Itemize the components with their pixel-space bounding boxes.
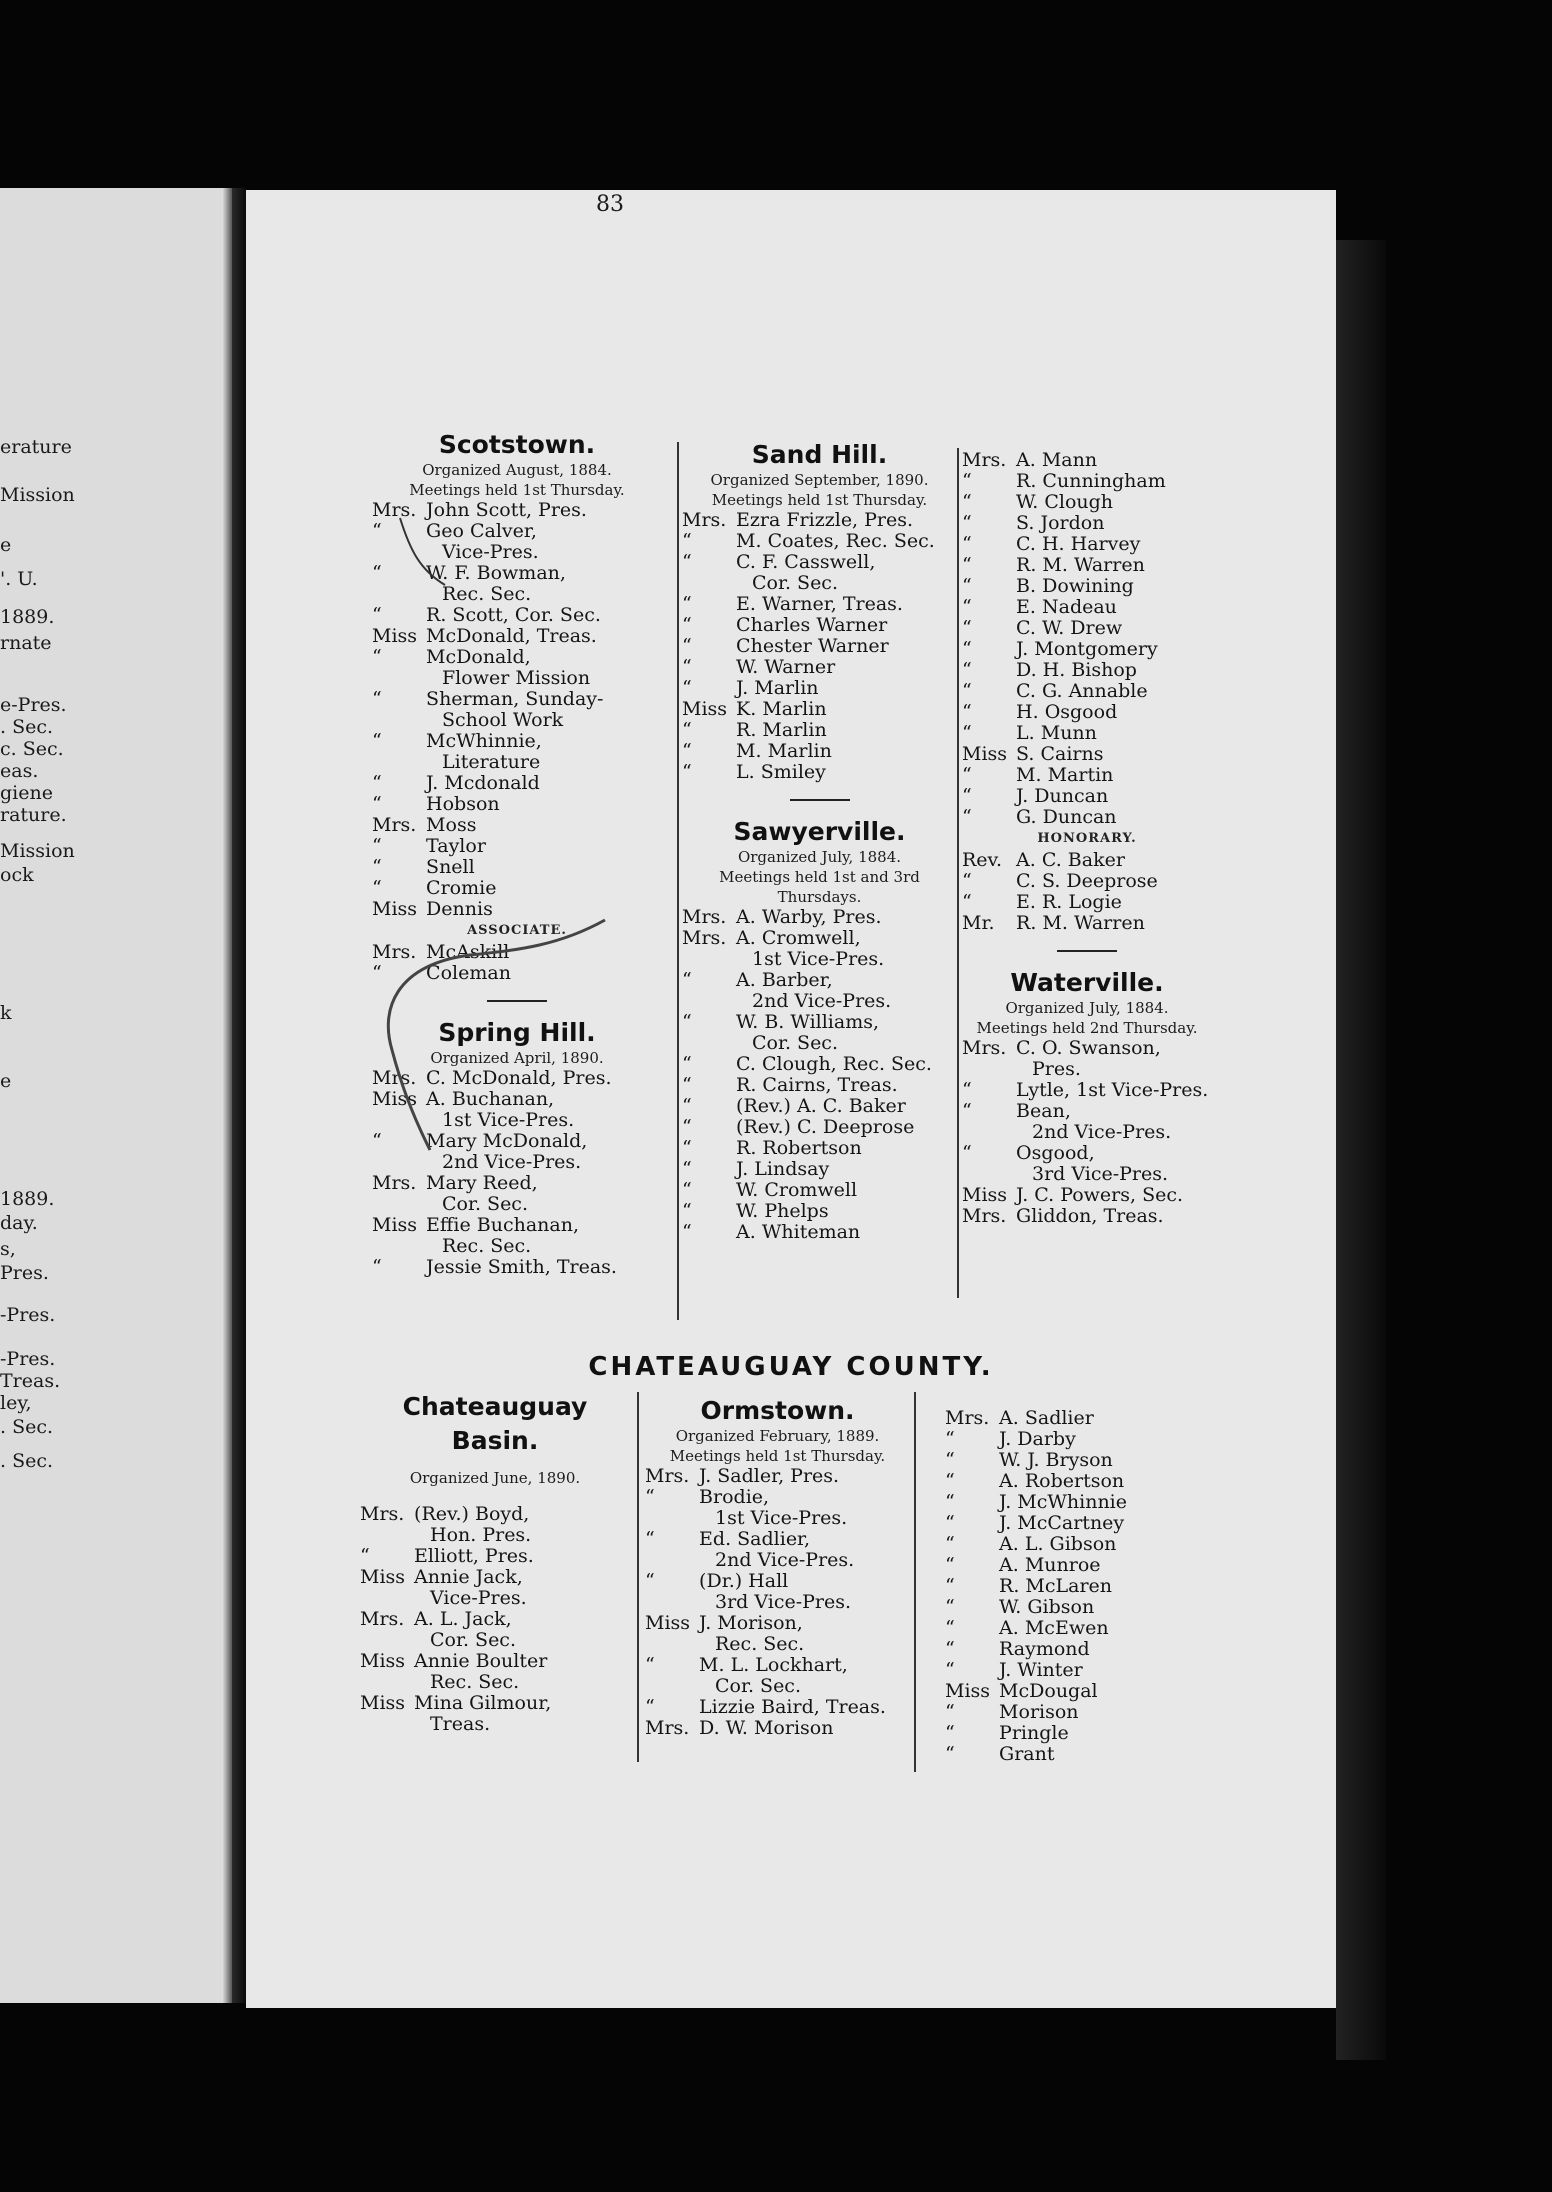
member-name: John Scott, Pres. [426, 499, 587, 521]
name-prefix: “ [645, 1654, 655, 1676]
member-name: R. Cunningham [1016, 470, 1166, 492]
member-name: Ed. Sadlier, [699, 1528, 811, 1550]
member-name: W. F. Bowman, [426, 562, 566, 584]
name-prefix: “ [962, 764, 972, 786]
left-page-fragment: rature. [0, 804, 67, 826]
left-page-fragment: -Pres. [0, 1304, 56, 1326]
left-page-fragment: e [0, 1070, 12, 1092]
member-name: R. Robertson [736, 1137, 862, 1159]
name-prefix: “ [372, 877, 382, 899]
name-prefix: Mrs. [645, 1465, 690, 1487]
left-page-fragment: . Sec. [0, 1416, 54, 1438]
member-name: A. Whiteman [736, 1221, 861, 1243]
office-title: 2nd Vice-Pres. [715, 1549, 855, 1571]
member-name: W. J. Bryson [999, 1449, 1113, 1471]
organized-date: Organized February, 1889. [675, 1427, 880, 1445]
member-name: Sherman, Sunday- [426, 688, 604, 710]
organized-date: Organized August, 1884. [422, 461, 612, 479]
member-name: Lytle, 1st Vice-Pres. [1016, 1079, 1209, 1101]
member-name: Mina Gilmour, [414, 1692, 552, 1714]
name-prefix: “ [372, 520, 382, 542]
member-name: Dennis [426, 898, 493, 920]
name-prefix: “ [682, 1116, 692, 1138]
member-name: L. Munn [1016, 722, 1097, 744]
left-page-fragment: Treas. [0, 1370, 61, 1392]
member-name: C. O. Swanson, [1016, 1037, 1161, 1059]
name-prefix: “ [682, 635, 692, 657]
name-prefix: “ [962, 1100, 972, 1122]
member-name: S. Jordon [1016, 512, 1105, 534]
name-prefix: “ [962, 722, 972, 744]
member-name: C. S. Deeprose [1016, 870, 1158, 892]
member-name: (Rev.) C. Deeprose [736, 1116, 915, 1138]
name-prefix: Mr. [962, 912, 995, 934]
left-page-fragment: . Sec. [0, 716, 54, 738]
meetings-info: Meetings held 2nd Thursday. [976, 1019, 1198, 1037]
member-name: W. Clough [1016, 491, 1114, 513]
left-page-fragment: . Sec. [0, 1450, 54, 1472]
office-title: Cor. Sec. [715, 1675, 801, 1697]
name-prefix: “ [360, 1545, 370, 1567]
member-name: A. Warby, Pres. [736, 906, 882, 928]
member-name: A. Mann [1016, 449, 1098, 471]
name-prefix: “ [645, 1570, 655, 1592]
name-prefix: Miss [645, 1612, 691, 1634]
member-name: J. Sadler, Pres. [699, 1465, 840, 1487]
left-page-fragment: s, [0, 1238, 16, 1260]
member-name: M. Martin [1016, 764, 1114, 786]
section-title-waterville: Waterville. [1010, 968, 1164, 997]
member-name: S. Cairns [1016, 743, 1104, 765]
name-prefix: “ [682, 1200, 692, 1222]
name-prefix: “ [682, 719, 692, 741]
left-page-fragment: eas. [0, 760, 39, 782]
member-name: McAskill [426, 941, 510, 963]
name-prefix: “ [945, 1722, 955, 1744]
name-prefix: “ [372, 1256, 382, 1278]
member-name: McDonald, [426, 646, 531, 668]
office-title: Pres. [1032, 1058, 1081, 1080]
member-name: Elliott, Pres. [414, 1545, 534, 1567]
member-name: Ezra Frizzle, Pres. [736, 509, 914, 531]
member-name: Mary Reed, [426, 1172, 538, 1194]
name-prefix: “ [962, 701, 972, 723]
name-prefix: “ [962, 596, 972, 618]
meetings-info: Meetings held 1st Thursday. [409, 481, 625, 499]
member-name: J. Marlin [736, 677, 819, 699]
member-name: C. W. Drew [1016, 617, 1123, 639]
name-prefix: Mrs. [372, 1067, 417, 1089]
member-name: R. Cairns, Treas. [736, 1074, 898, 1096]
member-name: R. Marlin [736, 719, 827, 741]
name-prefix: “ [945, 1659, 955, 1681]
name-prefix: Mrs. [372, 814, 417, 836]
name-prefix: “ [372, 646, 382, 668]
office-title: 2nd Vice-Pres. [442, 1151, 582, 1173]
member-name: J. Montgomery [1016, 638, 1158, 660]
name-prefix: Mrs. [372, 1172, 417, 1194]
section-title-scotstown: Scotstown. [438, 430, 596, 459]
member-name: M. Marlin [736, 740, 832, 762]
name-prefix: “ [372, 793, 382, 815]
name-prefix: “ [645, 1528, 655, 1550]
name-prefix: “ [372, 962, 382, 984]
member-name: (Dr.) Hall [699, 1570, 789, 1592]
office-title: Rec. Sec. [430, 1671, 520, 1693]
member-name: Coleman [426, 962, 511, 984]
member-name: J. Duncan [1016, 785, 1109, 807]
name-prefix: Miss [360, 1692, 406, 1714]
name-prefix: “ [962, 638, 972, 660]
county-heading: CHATEAUGUAY COUNTY. [588, 1352, 994, 1382]
name-prefix: “ [962, 680, 972, 702]
organized-date: Organized June, 1890. [409, 1469, 581, 1487]
member-name: C. H. Harvey [1016, 533, 1141, 555]
name-prefix: “ [682, 530, 692, 552]
name-prefix: “ [682, 1011, 692, 1033]
organized-date: Organized July, 1884. [737, 848, 902, 866]
meetings-info: Meetings held 1st and 3rd Thursdays. [719, 868, 920, 906]
name-prefix: “ [962, 470, 972, 492]
member-name: J. McWhinnie [999, 1491, 1127, 1513]
name-prefix: Mrs. [682, 509, 727, 531]
name-prefix: “ [962, 659, 972, 681]
member-name: Hobson [426, 793, 500, 815]
meetings-info: Meetings held 1st Thursday. [711, 491, 928, 509]
name-prefix: Miss [372, 1214, 418, 1236]
member-name: Moss [426, 814, 477, 836]
name-prefix: “ [945, 1617, 955, 1639]
office-title: Cor. Sec. [430, 1629, 516, 1651]
organized-date: Organized April, 1890. [430, 1049, 604, 1067]
left-page-fragment: giene [0, 782, 53, 804]
honorary-label: HONORARY. [1037, 831, 1137, 846]
left-page-fragment: 1889. [0, 606, 55, 628]
office-title: Rec. Sec. [715, 1633, 805, 1655]
member-name: M. Coates, Rec. Sec. [736, 530, 935, 552]
name-prefix: “ [962, 575, 972, 597]
office-title: Cor. Sec. [752, 572, 838, 594]
name-prefix: “ [682, 551, 692, 573]
member-name: Geo Calver, [426, 520, 537, 542]
name-prefix: “ [682, 1095, 692, 1117]
member-name: Charles Warner [736, 614, 888, 636]
member-name: D. W. Morison [699, 1717, 834, 1739]
member-name: A. Cromwell, [736, 927, 861, 949]
office-title: Rec. Sec. [442, 1235, 532, 1257]
section-title-ormstown: Ormstown. [700, 1396, 855, 1425]
member-name: C. F. Casswell, [736, 551, 876, 573]
name-prefix: Mrs. [360, 1608, 405, 1630]
office-title: 1st Vice-Pres. [752, 948, 885, 970]
name-prefix: “ [945, 1491, 955, 1513]
name-prefix: “ [372, 772, 382, 794]
name-prefix: “ [962, 512, 972, 534]
left-page-fragment: rnate [0, 632, 52, 654]
member-name: J. Mcdonald [426, 772, 540, 794]
member-name: Effie Buchanan, [426, 1214, 580, 1236]
member-name: A. McEwen [999, 1617, 1109, 1639]
office-title: Cor. Sec. [752, 1032, 838, 1054]
office-title: 1st Vice-Pres. [442, 1109, 575, 1131]
name-prefix: “ [962, 870, 972, 892]
name-prefix: “ [962, 806, 972, 828]
member-name: A. L. Jack, [414, 1608, 512, 1630]
name-prefix: “ [962, 491, 972, 513]
member-name: R. McLaren [999, 1575, 1113, 1597]
name-prefix: “ [372, 562, 382, 584]
member-name: C. Clough, Rec. Sec. [736, 1053, 932, 1075]
name-prefix: Mrs. [682, 906, 727, 928]
name-prefix: “ [682, 1053, 692, 1075]
member-name: R. M. Warren [1016, 554, 1145, 576]
name-prefix: “ [962, 533, 972, 555]
name-prefix: “ [682, 969, 692, 991]
member-name: Morison [999, 1701, 1079, 1723]
name-prefix: “ [372, 730, 382, 752]
member-name: McWhinnie, [426, 730, 542, 752]
member-name: Mary McDonald, [426, 1130, 588, 1152]
member-name: Cromie [426, 877, 497, 899]
name-prefix: “ [645, 1486, 655, 1508]
left-page-fragment: 1889. [0, 1188, 55, 1210]
page-number: 83 [596, 192, 624, 217]
left-page-fragment: ley, [0, 1392, 32, 1414]
name-prefix: “ [682, 1179, 692, 1201]
office-title: Literature [442, 751, 541, 773]
member-name: Taylor [426, 835, 486, 857]
name-prefix: “ [682, 677, 692, 699]
name-prefix: “ [945, 1428, 955, 1450]
left-page-fragment: k [0, 1002, 12, 1024]
member-name: D. H. Bishop [1016, 659, 1137, 681]
name-prefix: “ [962, 891, 972, 913]
member-name: Annie Jack, [414, 1566, 523, 1588]
member-name: Snell [426, 856, 475, 878]
member-name: Brodie, [699, 1486, 770, 1508]
name-prefix: “ [945, 1449, 955, 1471]
member-name: Gliddon, Treas. [1016, 1205, 1164, 1227]
name-prefix: “ [372, 856, 382, 878]
member-name: Chester Warner [736, 635, 889, 657]
name-prefix: “ [682, 1137, 692, 1159]
name-prefix: Miss [962, 1184, 1008, 1206]
name-prefix: Mrs. [360, 1503, 405, 1525]
member-name: A. Munroe [999, 1554, 1101, 1576]
member-name: Lizzie Baird, Treas. [699, 1696, 886, 1718]
office-title: Vice-Pres. [430, 1587, 527, 1609]
member-name: W. Phelps [736, 1200, 829, 1222]
member-name: Bean, [1016, 1100, 1071, 1122]
name-prefix: “ [962, 1079, 972, 1101]
name-prefix: Rev. [962, 849, 1003, 871]
name-prefix: “ [372, 1130, 382, 1152]
member-name: Osgood, [1016, 1142, 1095, 1164]
name-prefix: “ [962, 554, 972, 576]
associate-label: ASSOCIATE. [467, 923, 567, 938]
name-prefix: Mrs. [962, 1205, 1007, 1227]
name-prefix: “ [682, 593, 692, 615]
member-name: H. Osgood [1016, 701, 1118, 723]
member-name: J. McCartney [999, 1512, 1125, 1534]
meetings-info: Meetings held 1st Thursday. [669, 1447, 886, 1465]
member-name: (Rev.) Boyd, [414, 1503, 530, 1525]
left-page-fragment: -Pres. [0, 1348, 56, 1370]
name-prefix: “ [945, 1533, 955, 1555]
member-name: (Rev.) A. C. Baker [736, 1095, 906, 1117]
office-title: Flower Mission [442, 667, 591, 689]
office-title: 2nd Vice-Pres. [1032, 1121, 1172, 1143]
name-prefix: “ [945, 1554, 955, 1576]
office-title: 1st Vice-Pres. [715, 1507, 848, 1529]
member-name: G. Duncan [1016, 806, 1117, 828]
name-prefix: Mrs. [372, 499, 417, 521]
office-title: Treas. [430, 1713, 491, 1735]
member-name: E. Warner, Treas. [736, 593, 903, 615]
name-prefix: Miss [360, 1566, 406, 1588]
left-page-fragment: e-Pres. [0, 694, 67, 716]
member-name: K. Marlin [736, 698, 827, 720]
name-prefix: Mrs. [962, 449, 1007, 471]
name-prefix: Miss [372, 898, 418, 920]
name-prefix: Miss [372, 1088, 418, 1110]
left-page-fragment: c. Sec. [0, 738, 64, 760]
office-title: 3rd Vice-Pres. [1032, 1163, 1169, 1185]
member-name: E. Nadeau [1016, 596, 1117, 618]
member-name: B. Dowining [1016, 575, 1134, 597]
member-name: W. Cromwell [736, 1179, 858, 1201]
member-name: Grant [999, 1743, 1055, 1765]
left-page-fragment: '. U. [0, 568, 38, 590]
member-name: E. R. Logie [1016, 891, 1122, 913]
member-name: McDonald, Treas. [426, 625, 597, 647]
name-prefix: “ [372, 835, 382, 857]
name-prefix: “ [645, 1696, 655, 1718]
member-name: A. L. Gibson [999, 1533, 1117, 1555]
name-prefix: “ [962, 617, 972, 639]
name-prefix: “ [945, 1575, 955, 1597]
left-page-fragment: Mission [0, 484, 75, 506]
office-title: Hon. Pres. [430, 1524, 532, 1546]
member-name: W. Warner [736, 656, 836, 678]
member-name: J. Morison, [699, 1612, 803, 1634]
member-name: A. Buchanan, [426, 1088, 555, 1110]
member-name: L. Smiley [736, 761, 826, 783]
name-prefix: Mrs. [682, 927, 727, 949]
name-prefix: Miss [360, 1650, 406, 1672]
name-prefix: Mrs. [945, 1407, 990, 1429]
left-page-fragment: Mission [0, 840, 75, 862]
name-prefix: Miss [372, 625, 418, 647]
section-title-chateauguay: Chateauguay [402, 1392, 588, 1421]
office-title: Vice-Pres. [442, 541, 539, 563]
name-prefix: “ [945, 1638, 955, 1660]
name-prefix: Mrs. [962, 1037, 1007, 1059]
member-name: A. Sadlier [999, 1407, 1094, 1429]
member-name: Pringle [999, 1722, 1069, 1744]
member-name: C. McDonald, Pres. [426, 1067, 612, 1089]
left-page-fragment: erature [0, 436, 72, 458]
member-name: R. Scott, Cor. Sec. [426, 604, 601, 626]
member-name: R. M. Warren [1016, 912, 1145, 934]
left-page-fragment: e [0, 534, 12, 556]
member-name: Jessie Smith, Treas. [426, 1256, 617, 1278]
member-name: A. Barber, [736, 969, 833, 991]
office-title: 3rd Vice-Pres. [715, 1591, 852, 1613]
name-prefix: Miss [962, 743, 1008, 765]
member-name: W. B. Williams, [736, 1011, 880, 1033]
section-title-basin: Basin. [451, 1426, 539, 1455]
name-prefix: Mrs. [372, 941, 417, 963]
section-title-sand-hill: Sand Hill. [751, 440, 888, 469]
member-name: C. G. Annable [1016, 680, 1148, 702]
office-title: School Work [442, 709, 564, 731]
name-prefix: “ [372, 604, 382, 626]
name-prefix: “ [682, 656, 692, 678]
name-prefix: “ [682, 614, 692, 636]
section-title-spring-hill: Spring Hill. [438, 1018, 596, 1047]
organized-date: Organized July, 1884. [1005, 999, 1169, 1017]
member-name: J. Winter [999, 1659, 1083, 1681]
name-prefix: “ [962, 1142, 972, 1164]
name-prefix: “ [962, 785, 972, 807]
member-name: Raymond [999, 1638, 1090, 1660]
name-prefix: “ [682, 1221, 692, 1243]
member-name: J. Darby [999, 1428, 1076, 1450]
name-prefix: “ [682, 740, 692, 762]
name-prefix: Miss [945, 1680, 991, 1702]
organized-date: Organized September, 1890. [710, 471, 929, 489]
name-prefix: “ [682, 1158, 692, 1180]
member-name: J. Lindsay [736, 1158, 830, 1180]
name-prefix: “ [945, 1470, 955, 1492]
office-title: Cor. Sec. [442, 1193, 528, 1215]
member-name: McDougal [999, 1680, 1098, 1702]
name-prefix: “ [372, 688, 382, 710]
office-title: Rec. Sec. [442, 583, 532, 605]
name-prefix: “ [945, 1701, 955, 1723]
name-prefix: “ [682, 1074, 692, 1096]
left-page-fragment: Pres. [0, 1262, 49, 1284]
member-name: J. C. Powers, Sec. [1016, 1184, 1184, 1206]
name-prefix: “ [945, 1596, 955, 1618]
left-page-fragment: day. [0, 1212, 38, 1234]
section-title-sawyerville: Sawyerville. [733, 817, 906, 846]
name-prefix: “ [945, 1743, 955, 1765]
member-name: A. C. Baker [1016, 849, 1125, 871]
name-prefix: Mrs. [645, 1717, 690, 1739]
name-prefix: Miss [682, 698, 728, 720]
name-prefix: “ [682, 761, 692, 783]
member-name: Annie Boulter [414, 1650, 548, 1672]
member-name: A. Robertson [999, 1470, 1125, 1492]
name-prefix: “ [945, 1512, 955, 1534]
member-name: W. Gibson [999, 1596, 1095, 1618]
left-page-fragment: ock [0, 864, 34, 886]
office-title: 2nd Vice-Pres. [752, 990, 892, 1012]
member-name: M. L. Lockhart, [699, 1654, 848, 1676]
